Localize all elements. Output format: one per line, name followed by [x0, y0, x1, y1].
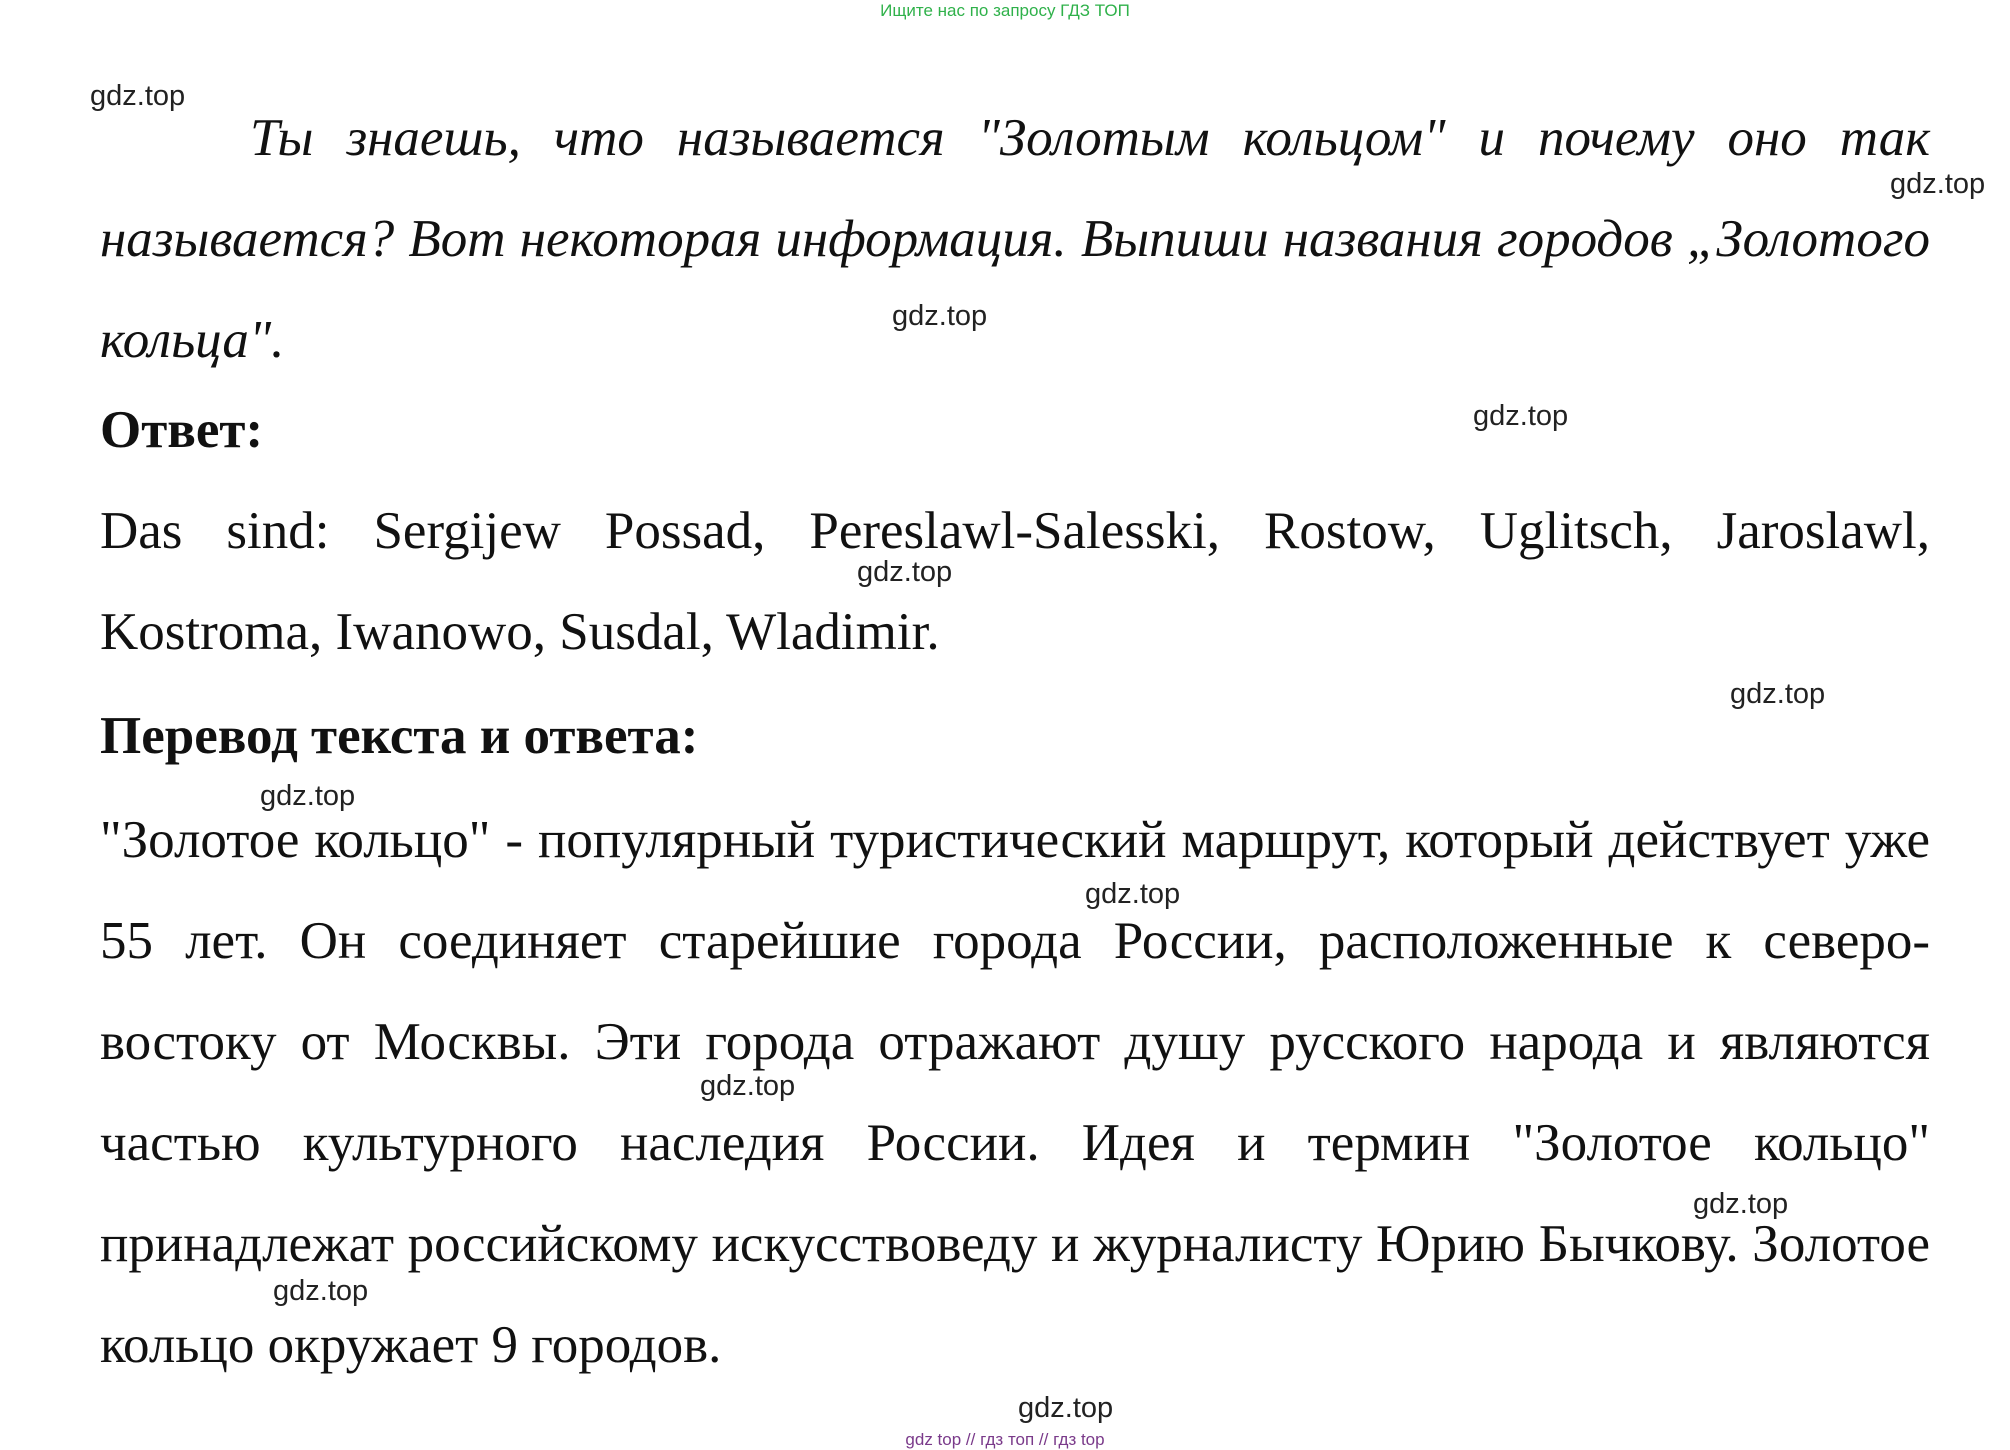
watermark: gdz.top: [1730, 678, 1826, 710]
watermark: gdz.top: [700, 1070, 796, 1102]
watermark: gdz.top: [857, 556, 953, 588]
footer-text: gdz top // гдз топ // гдз top: [905, 1430, 1105, 1449]
watermark: gdz.top: [1890, 168, 1986, 200]
translation-text: "Золотое кольцо" - популярный туристический маршрут, который действует уже 55 лет. Он соединяет старейшие города России, расположенные к северо-востоку от Москвы. Эти города отражают душу русского народа и являются частью культурного наследия России. Идея и термин "Золотое кольцо" принадлежат российскому искусствоведу и журналисту Юрию Бычкову. Золотое кольцо окружает 9 городов.: [100, 811, 1930, 1374]
watermark: gdz.top: [1085, 878, 1181, 910]
answer-text: Das sind: Sergijew Possad, Pereslawl-Salesski, Rostow, Uglitsch, Jaroslawl, Kostroma, Iwanowo, Susdal, Wladimir.: [100, 502, 1930, 661]
watermark: gdz.top: [1473, 400, 1569, 432]
translation-heading: Перевод текста и ответа:: [100, 707, 699, 765]
answer-heading: Ответ:: [100, 401, 264, 459]
top-banner: Ищите нас по запросу ГДЗ ТОП: [880, 1, 1130, 20]
watermark: gdz.top: [90, 80, 186, 112]
watermark: gdz.top: [273, 1275, 369, 1307]
task-text: Ты знаешь, что называется "Золотым кольцом" и почему оно так называется? Вот некоторая информация. Выпиши названия городов „Золотого кольца".: [100, 109, 1930, 369]
watermark: gdz.top: [892, 300, 988, 332]
watermark: gdz.top: [1018, 1392, 1114, 1424]
watermark: gdz.top: [1693, 1188, 1789, 1220]
watermark: gdz.top: [260, 780, 356, 812]
